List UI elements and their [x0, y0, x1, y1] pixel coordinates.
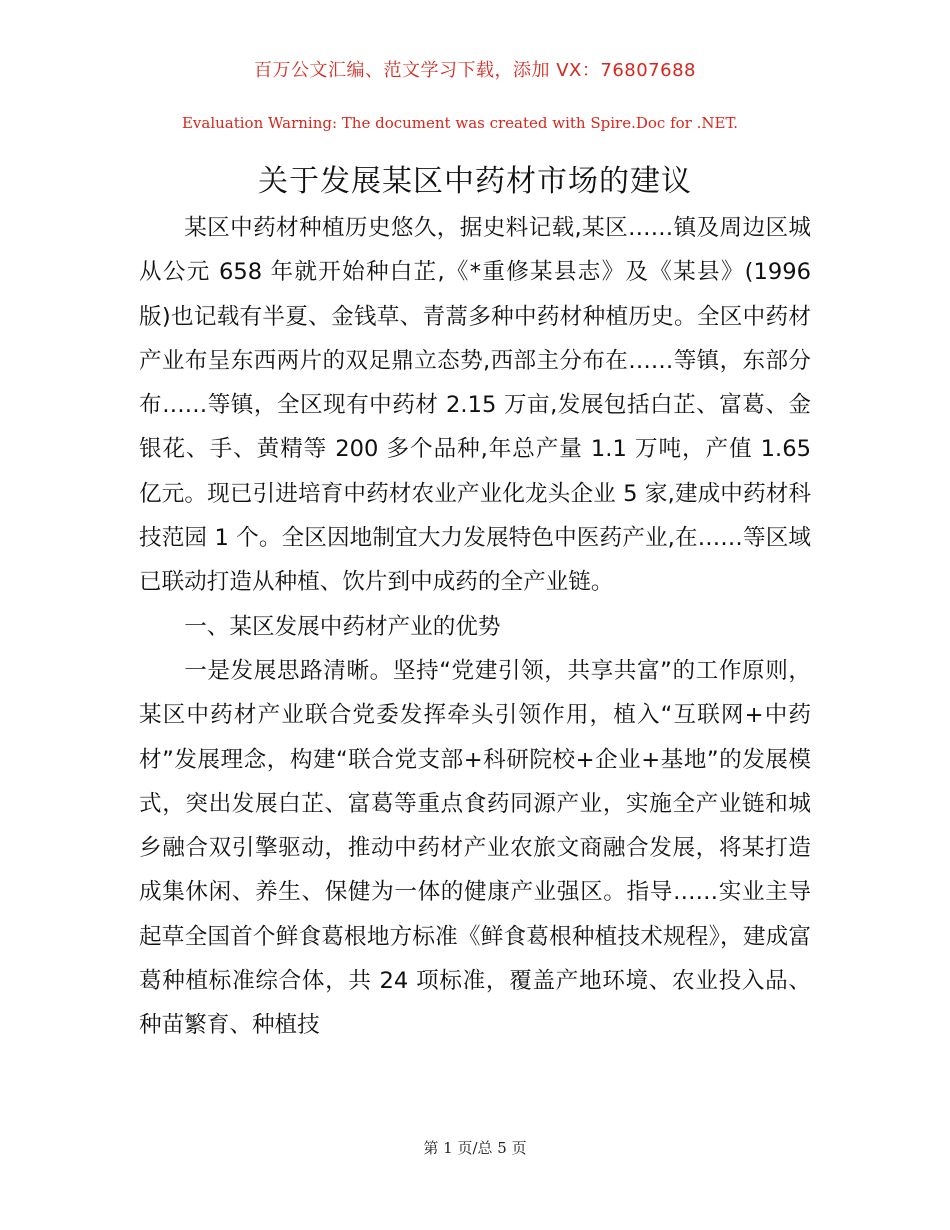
paragraph-advantage-1: 一是发展思路清晰。坚持“党建引领，共享共富”的工作原则，某区中药材产业联合党委发挥牵头引领作用，植入“互联网+中药材”发展理念，构建“联合党支部+科研院校+企业+基地”的发展模式，突出发展白芷、富葛等重点食药同源产业，实施全产业链和城乡融合双引擎驱动，推动中药材产业农旅文商融合发展，将某打造成集休闲、养生、保健为一体的健康产业强区。指导……实业主导起草全国首个鲜食葛根地方标准《鲜食葛根种植技术规程》，建成富葛种植标准综合体，共 24 项标准，覆盖产地环境、农业投入品、种苗繁育、种植技 — [139, 657, 811, 1039]
section-heading: 一、某区发展中药材产业的优势 — [184, 613, 501, 640]
paragraph-intro: 某区中药材种植历史悠久，据史料记载,某区……镇及周边区城从公元 658 年就开始种白芷,《*重修某县志》及《某县》(1996 版)也记载有半夏、金钱草、青蒿多种中药材种植历史。全区中药材产业布呈东西两片的双足鼎立态势,西部主分布在……等镇，东部分布……等镇，全区现有中药材 2.15 万亩,发展包括白芷、富葛、金银花、手、黄精等 200 多个品种,年总产量 1.1 万吨，产值 1.65 亿元。现已引进培育中药材农业产业化龙头企业 5 家,建成中药材科技范园 1 个。全区因地制宜大力发展特色中医药产业,在……等区域已联动打造从种植、饮片到中成药的全产业链。 — [139, 215, 811, 596]
document-title: 关于发展某区中药材市场的建议 — [258, 164, 692, 199]
promo-banner: 百万公文汇编、范文学习下载，添加 VX：76807688 — [254, 60, 696, 81]
page-indicator: 第 1 页/总 5 页 — [423, 1139, 527, 1157]
evaluation-warning: Evaluation Warning: The document was created with Spire.Doc for .NET. — [181, 114, 739, 132]
document-body — [139, 206, 811, 1048]
